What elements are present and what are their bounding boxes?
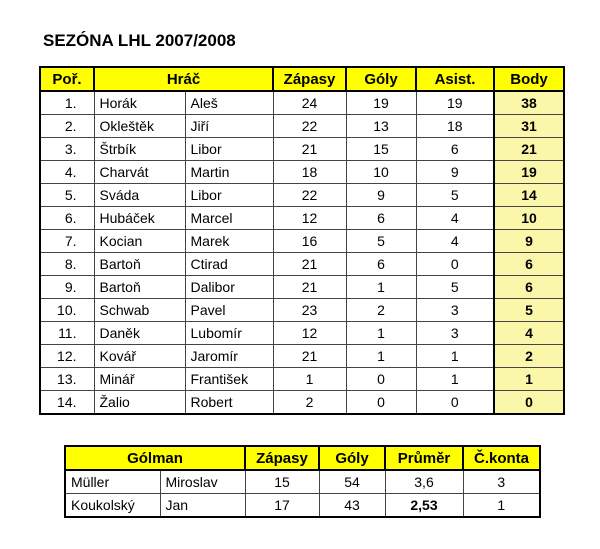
goalies-table xyxy=(64,445,541,518)
player-row xyxy=(40,322,564,345)
cell-goals: 1 xyxy=(346,345,416,368)
cell-goalie-average: 3,6 xyxy=(385,470,463,494)
player-row xyxy=(40,276,564,299)
cell-points: 38 xyxy=(494,91,564,115)
cell-surname: Bartoň xyxy=(94,276,185,299)
cell-surname: Hubáček xyxy=(94,207,185,230)
cell-assists: 19 xyxy=(416,91,494,115)
cell-assists: 3 xyxy=(416,299,494,322)
cell-games: 12 xyxy=(273,322,346,345)
players-header-row xyxy=(40,67,564,91)
cell-clean-sheets: 1 xyxy=(463,494,540,518)
cell-points: 6 xyxy=(494,253,564,276)
cell-firstname: Marek xyxy=(185,230,273,253)
player-row xyxy=(40,138,564,161)
cell-goalie-surname: Koukolský xyxy=(65,494,160,518)
cell-points: 14 xyxy=(494,184,564,207)
cell-points: 5 xyxy=(494,299,564,322)
col-header-goalie-goals: Góly xyxy=(319,446,385,470)
player-row xyxy=(40,230,564,253)
cell-assists: 6 xyxy=(416,138,494,161)
cell-firstname: Ctirad xyxy=(185,253,273,276)
cell-assists: 18 xyxy=(416,115,494,138)
cell-surname: Kovář xyxy=(94,345,185,368)
page-title: SEZÓNA LHL 2007/2008 xyxy=(43,31,236,50)
cell-games: 21 xyxy=(273,253,346,276)
cell-goalie-games: 15 xyxy=(245,470,319,494)
cell-firstname: Aleš xyxy=(185,91,273,115)
cell-surname: Štrbík xyxy=(94,138,185,161)
cell-surname: Minář xyxy=(94,368,185,391)
cell-surname: Žalio xyxy=(94,391,185,415)
player-row xyxy=(40,115,564,138)
col-header-points: Body xyxy=(494,67,564,91)
col-header-assists: Asist. xyxy=(416,67,494,91)
cell-surname: Kocian xyxy=(94,230,185,253)
cell-games: 21 xyxy=(273,345,346,368)
col-header-goalie: Gólman xyxy=(65,446,245,470)
cell-goals: 6 xyxy=(346,253,416,276)
player-row xyxy=(40,184,564,207)
cell-rank: 4. xyxy=(40,161,94,184)
cell-rank: 10. xyxy=(40,299,94,322)
player-row xyxy=(40,253,564,276)
cell-goals: 1 xyxy=(346,276,416,299)
cell-points: 4 xyxy=(494,322,564,345)
cell-games: 24 xyxy=(273,91,346,115)
cell-firstname: Libor xyxy=(185,184,273,207)
cell-goals: 5 xyxy=(346,230,416,253)
cell-points: 2 xyxy=(494,345,564,368)
cell-points: 31 xyxy=(494,115,564,138)
cell-games: 22 xyxy=(273,184,346,207)
cell-surname: Daněk xyxy=(94,322,185,345)
players-table xyxy=(39,66,565,415)
cell-firstname: Marcel xyxy=(185,207,273,230)
cell-games: 23 xyxy=(273,299,346,322)
cell-goals: 9 xyxy=(346,184,416,207)
cell-firstname: Pavel xyxy=(185,299,273,322)
cell-games: 1 xyxy=(273,368,346,391)
cell-firstname: Jiří xyxy=(185,115,273,138)
player-row xyxy=(40,161,564,184)
cell-rank: 11. xyxy=(40,322,94,345)
cell-goalie-firstname: Jan xyxy=(160,494,245,518)
cell-surname: Charvát xyxy=(94,161,185,184)
cell-goals: 0 xyxy=(346,368,416,391)
goalies-header-row xyxy=(65,446,540,470)
cell-rank: 3. xyxy=(40,138,94,161)
cell-points: 1 xyxy=(494,368,564,391)
cell-goals: 0 xyxy=(346,391,416,415)
cell-surname: Horák xyxy=(94,91,185,115)
col-header-goalie-average: Průměr xyxy=(385,446,463,470)
cell-rank: 14. xyxy=(40,391,94,415)
cell-goalie-games: 17 xyxy=(245,494,319,518)
cell-games: 16 xyxy=(273,230,346,253)
cell-rank: 1. xyxy=(40,91,94,115)
cell-goalie-firstname: Miroslav xyxy=(160,470,245,494)
cell-games: 2 xyxy=(273,391,346,415)
cell-surname: Bartoň xyxy=(94,253,185,276)
player-row xyxy=(40,207,564,230)
cell-goals: 10 xyxy=(346,161,416,184)
cell-assists: 4 xyxy=(416,230,494,253)
cell-goalie-goals: 43 xyxy=(319,494,385,518)
cell-goals: 19 xyxy=(346,91,416,115)
col-header-goalie-games: Zápasy xyxy=(245,446,319,470)
player-row xyxy=(40,299,564,322)
cell-assists: 4 xyxy=(416,207,494,230)
cell-games: 12 xyxy=(273,207,346,230)
cell-firstname: Jaromír xyxy=(185,345,273,368)
cell-rank: 9. xyxy=(40,276,94,299)
cell-goals: 13 xyxy=(346,115,416,138)
cell-rank: 6. xyxy=(40,207,94,230)
cell-assists: 1 xyxy=(416,345,494,368)
cell-assists: 0 xyxy=(416,253,494,276)
cell-assists: 9 xyxy=(416,161,494,184)
col-header-games: Zápasy xyxy=(273,67,346,91)
cell-rank: 5. xyxy=(40,184,94,207)
cell-points: 21 xyxy=(494,138,564,161)
col-header-rank: Poř. xyxy=(40,67,94,91)
col-header-player: Hráč xyxy=(94,67,273,91)
cell-goalie-goals: 54 xyxy=(319,470,385,494)
cell-firstname: František xyxy=(185,368,273,391)
player-row xyxy=(40,345,564,368)
cell-goalie-surname: Müller xyxy=(65,470,160,494)
cell-points: 10 xyxy=(494,207,564,230)
cell-clean-sheets: 3 xyxy=(463,470,540,494)
cell-surname: Schwab xyxy=(94,299,185,322)
cell-assists: 3 xyxy=(416,322,494,345)
cell-firstname: Martin xyxy=(185,161,273,184)
cell-rank: 7. xyxy=(40,230,94,253)
cell-points: 19 xyxy=(494,161,564,184)
cell-goalie-average: 2,53 xyxy=(385,494,463,518)
cell-goals: 1 xyxy=(346,322,416,345)
cell-firstname: Lubomír xyxy=(185,322,273,345)
cell-points: 0 xyxy=(494,391,564,415)
cell-firstname: Libor xyxy=(185,138,273,161)
cell-firstname: Robert xyxy=(185,391,273,415)
player-row xyxy=(40,391,564,415)
cell-points: 9 xyxy=(494,230,564,253)
cell-assists: 5 xyxy=(416,276,494,299)
cell-firstname: Dalibor xyxy=(185,276,273,299)
cell-surname: Okleštěk xyxy=(94,115,185,138)
cell-points: 6 xyxy=(494,276,564,299)
cell-rank: 2. xyxy=(40,115,94,138)
goalie-row xyxy=(65,470,540,494)
cell-games: 18 xyxy=(273,161,346,184)
cell-surname: Sváda xyxy=(94,184,185,207)
cell-rank: 13. xyxy=(40,368,94,391)
cell-games: 22 xyxy=(273,115,346,138)
col-header-goals: Góly xyxy=(346,67,416,91)
cell-games: 21 xyxy=(273,138,346,161)
cell-goals: 15 xyxy=(346,138,416,161)
col-header-clean-sheets: Č.konta xyxy=(463,446,540,470)
cell-assists: 1 xyxy=(416,368,494,391)
goalie-row xyxy=(65,494,540,518)
player-row xyxy=(40,91,564,115)
cell-games: 21 xyxy=(273,276,346,299)
cell-rank: 8. xyxy=(40,253,94,276)
cell-goals: 6 xyxy=(346,207,416,230)
player-row xyxy=(40,368,564,391)
cell-assists: 5 xyxy=(416,184,494,207)
cell-goals: 2 xyxy=(346,299,416,322)
cell-assists: 0 xyxy=(416,391,494,415)
cell-rank: 12. xyxy=(40,345,94,368)
